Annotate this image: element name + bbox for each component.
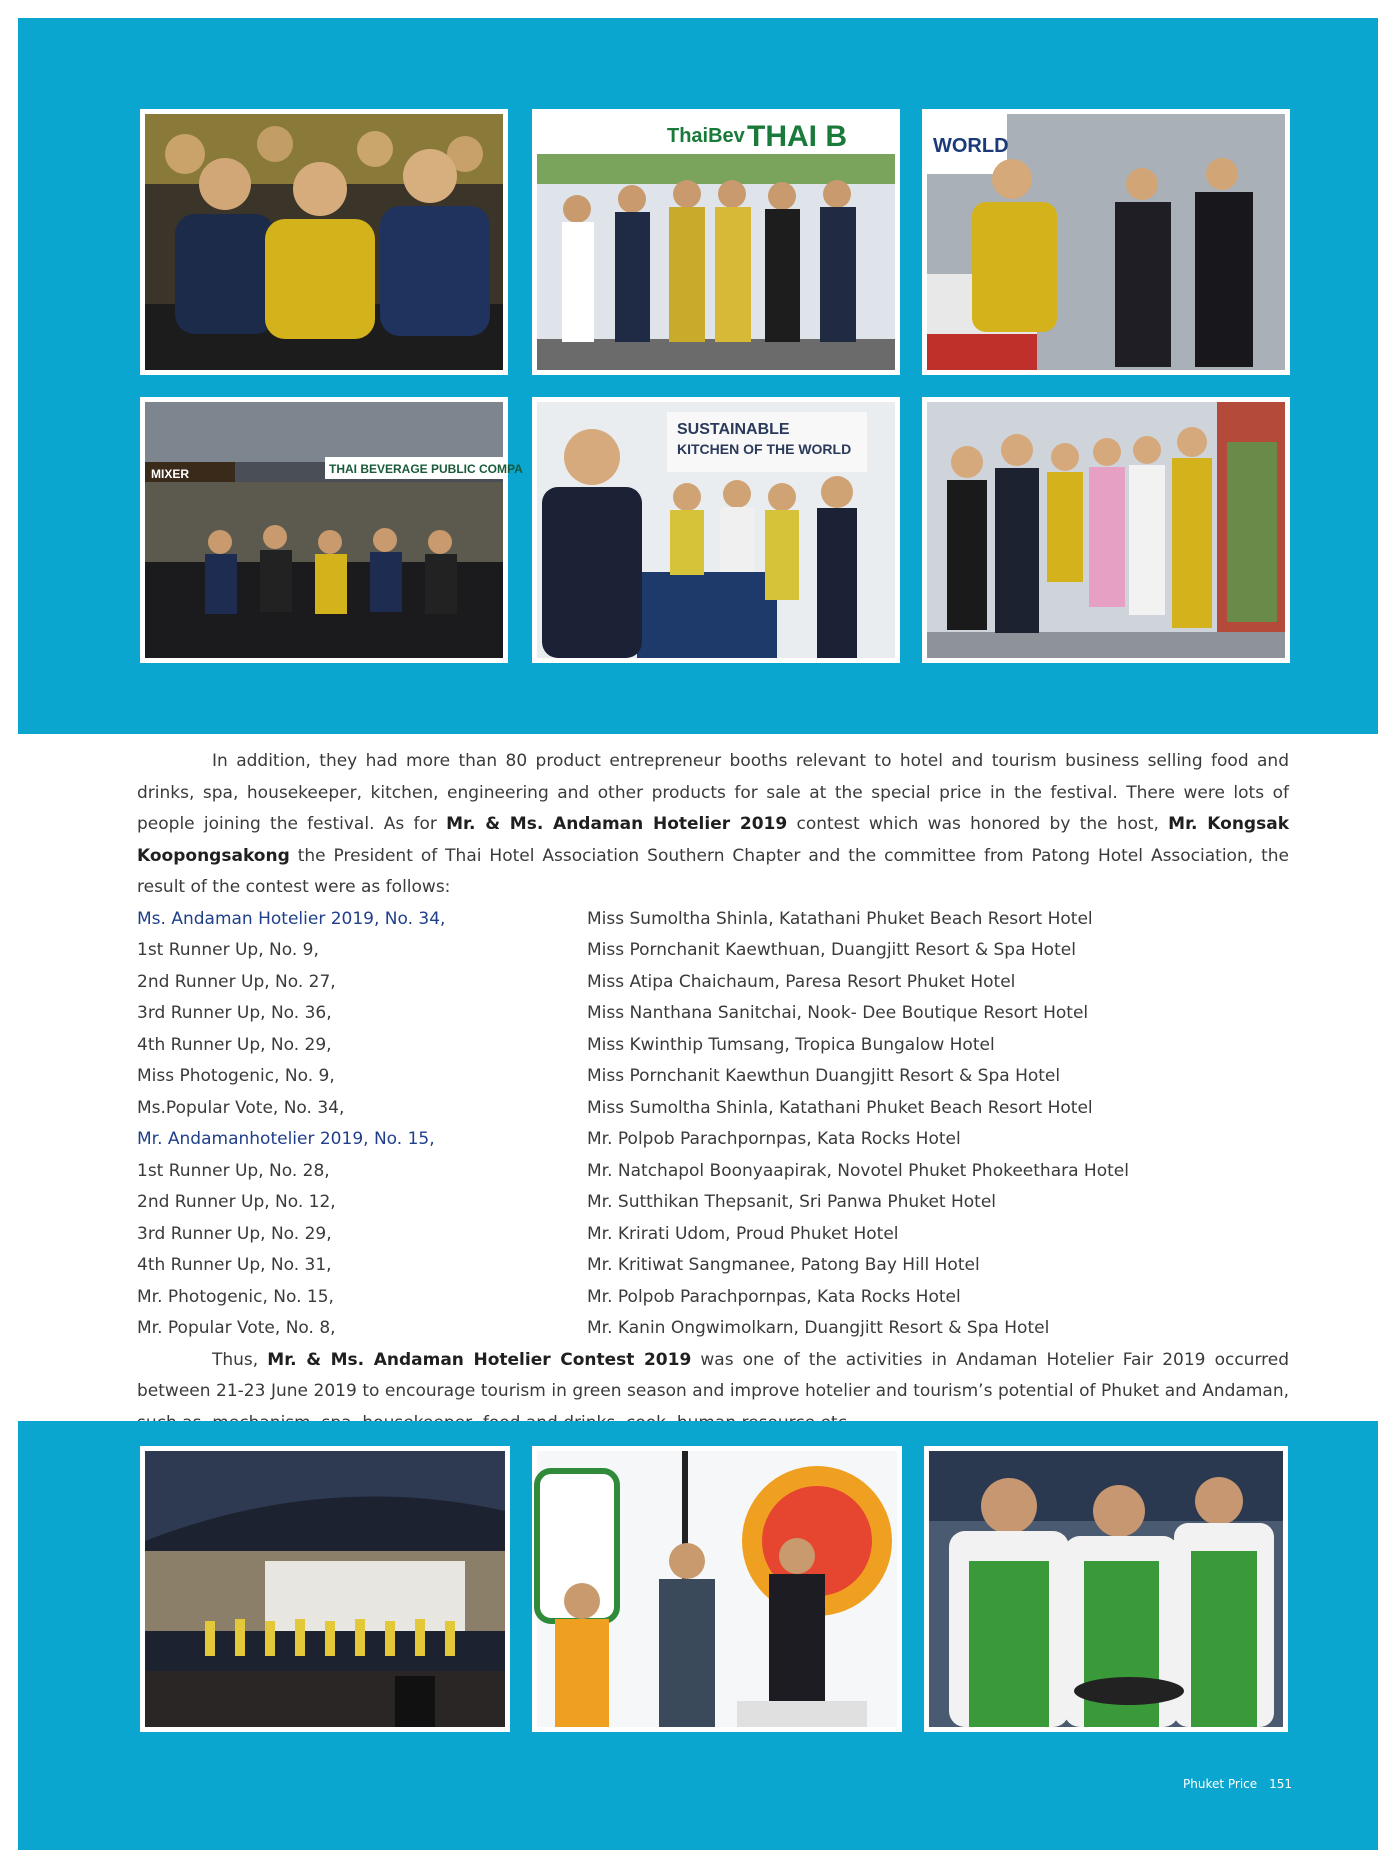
booth-sign-thaibev: ThaiBev	[667, 125, 745, 147]
result-title: 1st Runner Up, No. 9,	[137, 940, 319, 960]
result-row	[137, 1187, 1289, 1219]
result-title: 2nd Runner Up, No. 27,	[137, 971, 336, 992]
result-row	[137, 967, 1289, 999]
results-list	[137, 904, 1289, 1345]
sign-mixer: MIXER	[151, 467, 190, 481]
result-title: 4th Runner Up, No. 31,	[137, 1255, 332, 1275]
result-title: Ms.Popular Vote, No. 34,	[137, 1097, 345, 1118]
photo-thaibev-booth	[532, 109, 900, 375]
page-number: 151	[1269, 1777, 1293, 1791]
result-winner: Mr. Kritiwat Sangmanee, Patong Bay Hill Hotel	[587, 1255, 980, 1275]
result-row	[137, 998, 1289, 1030]
result-winner: Miss Pornchanit Kaewthuan, Duangjitt Resort & Spa Hotel	[587, 940, 1076, 960]
result-title: Mr. Andamanhotelier 2019, No. 15,	[137, 1129, 435, 1149]
result-winner: Mr. Kanin Ongwimolkarn, Duangjitt Resort & Spa Hotel	[587, 1318, 1050, 1338]
photo-sustainable-kitchen-booth	[532, 397, 900, 663]
result-winner: Mr. Natchapol Boonyaapirak, Novotel Phuket Phokeethara Hotel	[587, 1160, 1129, 1181]
intro-text-2: contest which was honored by the host,	[787, 814, 1169, 834]
result-row	[137, 1313, 1289, 1345]
photo-audience-hall	[140, 397, 523, 663]
photo-booth-visit	[922, 109, 1290, 375]
result-row	[137, 1124, 1289, 1156]
result-winner: Miss Kwinthip Tumsang, Tropica Bungalow Hotel	[587, 1034, 995, 1055]
result-winner: Mr. Polpob Parachpornpas, Kata Rocks Hotel	[587, 1129, 961, 1149]
host-name: Mr. Kongsak Koopongsakong	[137, 814, 1289, 866]
sign-thai-beverage: THAI BEVERAGE PUBLIC COMPA	[329, 462, 523, 476]
result-title: 1st Runner Up, No. 28,	[137, 1160, 330, 1181]
result-row	[137, 1030, 1289, 1062]
intro-paragraph	[137, 746, 1289, 904]
result-row	[137, 1093, 1289, 1125]
result-row	[137, 1250, 1289, 1282]
result-winner: Mr. Krirati Udom, Proud Phuket Hotel	[587, 1223, 899, 1244]
result-row	[137, 1219, 1289, 1251]
closing-text-1: Thus,	[212, 1349, 268, 1370]
photo-seated-guests	[140, 109, 508, 375]
photo-chefs-cooking	[924, 1446, 1288, 1732]
result-title: Mr. Popular Vote, No. 8,	[137, 1318, 336, 1338]
booth-sign-world: WORLD	[933, 135, 1009, 157]
result-row	[137, 1282, 1289, 1314]
article-body	[137, 746, 1289, 1439]
result-row	[137, 935, 1289, 967]
result-title: 3rd Runner Up, No. 36,	[137, 1003, 332, 1023]
result-winner: Miss Sumoltha Shinla, Katathani Phuket Beach Resort Hotel	[587, 1097, 1093, 1118]
photo-group-in-aisle	[922, 397, 1290, 663]
result-winner: Mr. Sutthikan Thepsanit, Sri Panwa Phuket Hotel	[587, 1192, 997, 1212]
result-winner: Miss Atipa Chaichaum, Paresa Resort Phuket Hotel	[587, 971, 1016, 992]
result-winner: Miss Nanthana Sanitchai, Nook- Dee Boutique Resort Hotel	[587, 1003, 1089, 1023]
photo-cooking-demo-hosts	[532, 1446, 902, 1732]
intro-text-3: the President of Thai Hotel Association Southern Chapter and the committee from Patong Hotel Association, the result of the contest were as follows:	[137, 845, 1289, 897]
booth-sign-thai: THAI B	[747, 120, 847, 153]
photo-stage-contestants	[140, 1446, 510, 1732]
contest-name: Mr. & Ms. Andaman Hotelier 2019	[446, 814, 788, 834]
result-title: Ms. Andaman Hotelier 2019, No. 34,	[137, 908, 446, 929]
result-row	[137, 1156, 1289, 1188]
page-footer	[1183, 1777, 1304, 1791]
result-winner: Miss Pornchanit Kaewthun Duangjitt Resort & Spa Hotel	[587, 1066, 1061, 1086]
result-title: 3rd Runner Up, No. 29,	[137, 1223, 332, 1244]
result-title: Mr. Photogenic, No. 15,	[137, 1286, 334, 1307]
result-winner: Mr. Polpob Parachpornpas, Kata Rocks Hotel	[587, 1286, 961, 1307]
result-row	[137, 904, 1289, 936]
result-row	[137, 1061, 1289, 1093]
result-title: 4th Runner Up, No. 29,	[137, 1034, 332, 1055]
closing-text-2: was one of the activities in Andaman Hotelier Fair 2019 occurred between 21-23 June 2019 to encourage tourism in green season and improve hotelier and tourism’s potential of Phuket and Andaman,	[137, 1349, 1289, 1401]
result-winner: Miss Sumoltha Shinla, Katathani Phuket Beach Resort Hotel	[587, 908, 1093, 929]
result-title: 2nd Runner Up, No. 12,	[137, 1192, 336, 1212]
result-title: Miss Photogenic, No. 9,	[137, 1066, 335, 1086]
booth-sign-sustainable: SUSTAINABLE	[677, 421, 790, 438]
booth-sign-kitchen: KITCHEN OF THE WORLD	[677, 441, 852, 457]
intro-text-1: In addition, they had more than 80 product entrepreneur booths relevant to hotel and tourism business selling food and drinks, spa, housekeeper, kitchen, engineering and other products for sale at the special price in the festival. There were lots of people joining the festival. As for	[137, 751, 1289, 834]
publication-name: Phuket Price	[1183, 1777, 1258, 1791]
contest-full-name: Mr. & Ms. Andaman Hotelier Contest 2019	[267, 1349, 692, 1370]
